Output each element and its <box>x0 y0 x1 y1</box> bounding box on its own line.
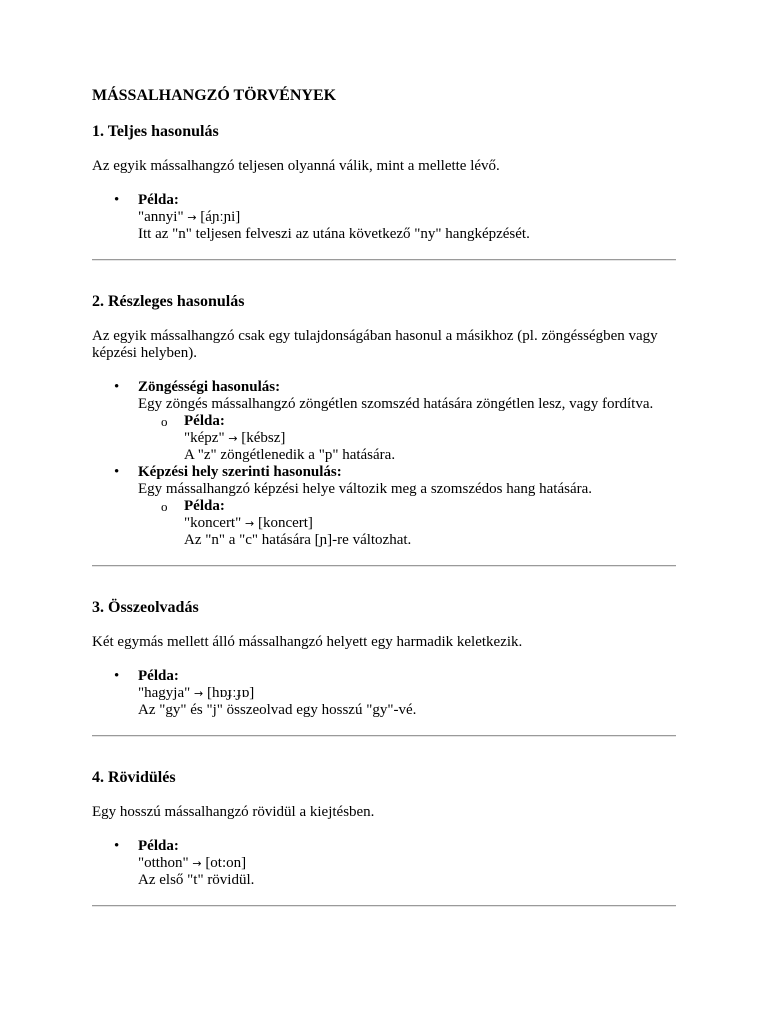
example-pronunciation: [koncert] <box>257 515 313 531</box>
example-label: • Példa: <box>138 668 179 684</box>
example-pronunciation: [hɒɟːɟɒ] <box>206 685 255 701</box>
bullet-list <box>92 192 676 243</box>
list-item <box>92 379 676 464</box>
example-line <box>184 430 676 447</box>
section-divider <box>92 259 676 261</box>
section-heading: 3. Összeolvadás <box>92 599 199 616</box>
example-line <box>138 685 676 702</box>
section-intro: Két egymás mellett álló mássalhangzó helyett egy harmadik keletkezik. <box>92 634 523 650</box>
document-title: MÁSSALHANGZÓ TÖRVÉNYEK <box>92 87 337 104</box>
list-item <box>92 668 676 719</box>
bullet-title: • Zöngésségi hasonulás: <box>138 379 281 395</box>
example-line <box>138 209 676 226</box>
arrow-icon: → <box>187 211 197 224</box>
example-pronunciation: [kébsz] <box>241 430 286 446</box>
example-line <box>138 855 676 872</box>
example-label: • Példa: <box>138 192 179 208</box>
section-teljes-hasonulas <box>92 123 676 242</box>
section-divider <box>92 735 676 737</box>
section-intro: Az egyik mássalhangzó csak egy tulajdonságában hasonul a másikhoz (pl. zöngésségben vagy képzési helyben). <box>92 328 658 361</box>
bullet-title: • Képzési hely szerinti hasonulás: <box>138 464 342 480</box>
section-heading: 1. Teljes hasonulás <box>92 123 219 140</box>
sub-list <box>138 413 676 464</box>
section-osszeolvadas <box>92 599 676 718</box>
example-label: o Példa: <box>184 413 225 429</box>
section-divider <box>92 905 676 907</box>
example-note: Az "n" a "c" hatására [ɲ]-re változhat. <box>184 532 412 548</box>
section-intro: Egy hosszú mássalhangzó rövidül a kiejtésben. <box>92 804 375 820</box>
example-pronunciation: [áɲːɲi] <box>200 209 241 225</box>
arrow-icon: → <box>244 517 255 530</box>
section-reszleges-hasonulas <box>92 293 676 548</box>
example-line <box>184 515 676 532</box>
example-note: A "z" zöngétlenedik a "p" hatására. <box>184 447 396 463</box>
list-item <box>92 838 676 889</box>
bullet-list <box>92 668 676 719</box>
section-heading: 4. Rövidülés <box>92 769 176 786</box>
sub-list-item <box>138 498 676 549</box>
section-rovidules <box>92 769 676 888</box>
bullet-list <box>92 379 676 549</box>
example-label: • Példa: <box>138 838 179 854</box>
bullet-list <box>92 838 676 889</box>
example-pronunciation: [ot:on] <box>205 855 247 871</box>
section-intro: Az egyik mássalhangzó teljesen olyanná válik, mint a mellette lévő. <box>92 158 500 174</box>
bullet-description: Egy zöngés mássalhangzó zöngétlen szomszéd hatására zöngétlen lesz, vagy fordítva. <box>138 396 654 412</box>
arrow-icon: → <box>228 432 238 445</box>
example-note: Az "gy" és "j" összeolvad egy hosszú "gy"-vé. <box>138 702 417 718</box>
list-item <box>92 464 676 549</box>
arrow-icon: → <box>193 687 204 700</box>
sub-list <box>138 498 676 549</box>
example-word: "annyi" <box>138 209 184 225</box>
bullet-description: Egy mássalhangzó képzési helye változik meg a szomszédos hang hatására. <box>138 481 593 497</box>
section-heading: 2. Részleges hasonulás <box>92 293 245 310</box>
list-item <box>92 192 676 243</box>
example-note: Itt az "n" teljesen felveszi az utána következő "ny" hangképzését. <box>138 226 530 242</box>
example-word: "koncert" <box>184 515 242 531</box>
example-word: "hagyja" <box>138 685 191 701</box>
example-label: o Példa: <box>184 498 225 514</box>
example-word: "otthon" <box>138 855 189 871</box>
example-note: Az első "t" rövidül. <box>138 872 255 888</box>
arrow-icon: → <box>192 857 202 870</box>
sub-list-item <box>138 413 676 464</box>
example-word: "képz" <box>184 430 225 446</box>
section-divider <box>92 565 676 567</box>
